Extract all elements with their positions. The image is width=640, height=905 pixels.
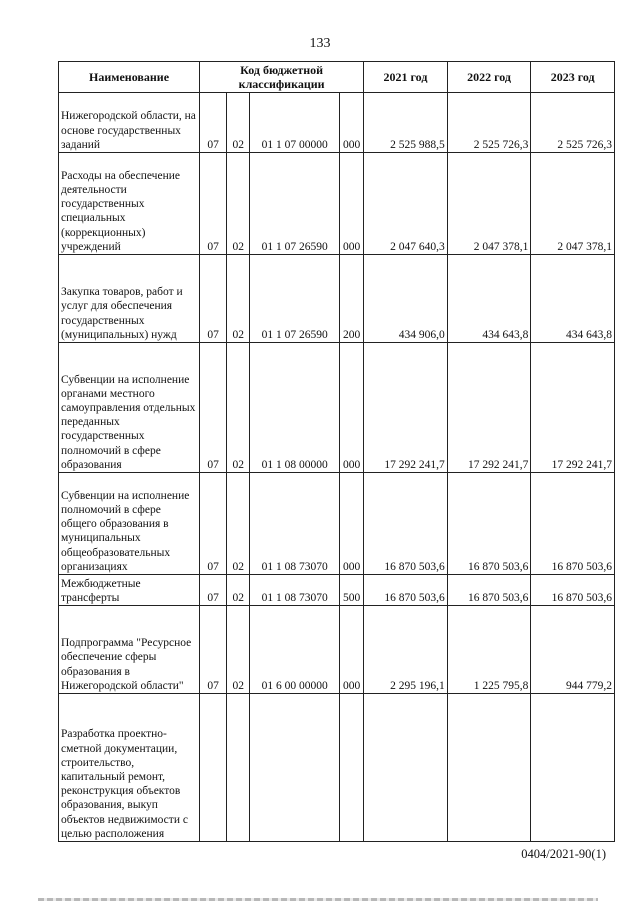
row-value-2021 <box>364 694 448 842</box>
row-value-2023: 16 870 503,6 <box>531 575 615 606</box>
header-2023: 2023 год <box>531 62 615 93</box>
row-value-2022: 2 525 726,3 <box>447 93 531 153</box>
row-expense-type: 000 <box>340 473 364 575</box>
row-value-2023: 16 870 503,6 <box>531 473 615 575</box>
row-subsection: 02 <box>227 606 250 694</box>
row-value-2021: 2 295 196,1 <box>364 606 448 694</box>
row-section: 07 <box>200 255 227 343</box>
row-value-2023: 944 779,2 <box>531 606 615 694</box>
row-expense-type: 000 <box>340 153 364 255</box>
row-expense-type: 000 <box>340 93 364 153</box>
page-number: 133 <box>309 36 331 51</box>
row-expense-type: 000 <box>340 343 364 473</box>
row-name: Разработка проектно-сметной документации, строительство, капитальный ремонт, реконструкция объектов образования, выкуп объектов недвижимости с целью расположения <box>59 694 200 842</box>
table-row <box>59 606 615 694</box>
row-value-2023 <box>531 694 615 842</box>
row-target-article: 01 1 07 26590 <box>250 255 340 343</box>
row-section: 07 <box>200 343 227 473</box>
table-row <box>59 153 615 255</box>
scan-artifact-line <box>38 898 598 901</box>
row-subsection: 02 <box>227 153 250 255</box>
table-row <box>59 575 615 606</box>
header-name: Наименование <box>59 62 200 93</box>
row-value-2022: 17 292 241,7 <box>447 343 531 473</box>
row-subsection: 02 <box>227 255 250 343</box>
header-2022: 2022 год <box>447 62 531 93</box>
row-name: Субвенции на исполнение полномочий в сфере общего образования в муниципальных общеобразовательных организациях <box>59 473 200 575</box>
row-section: 07 <box>200 473 227 575</box>
row-section: 07 <box>200 606 227 694</box>
row-value-2022: 16 870 503,6 <box>447 575 531 606</box>
budget-table <box>58 61 615 842</box>
row-expense-type: 000 <box>340 606 364 694</box>
header-2021: 2021 год <box>364 62 448 93</box>
row-value-2022: 1 225 795,8 <box>447 606 531 694</box>
row-name: Межбюджетные трансферты <box>59 575 200 606</box>
table-row <box>59 255 615 343</box>
row-target-article: 01 1 08 00000 <box>250 343 340 473</box>
row-subsection: 02 <box>227 575 250 606</box>
row-target-article: 01 6 00 00000 <box>250 606 340 694</box>
row-value-2022: 434 643,8 <box>447 255 531 343</box>
row-expense-type: 500 <box>340 575 364 606</box>
row-target-article: 01 1 07 26590 <box>250 153 340 255</box>
table-row <box>59 694 615 842</box>
row-name: Подпрограмма "Ресурсное обеспечение сферы образования в Нижегородской области" <box>59 606 200 694</box>
row-target-article: 01 1 08 73070 <box>250 575 340 606</box>
row-value-2021: 2 047 640,3 <box>364 153 448 255</box>
row-name: Закупка товаров, работ и услуг для обеспечения государственных (муниципальных) нужд <box>59 255 200 343</box>
row-value-2022 <box>447 694 531 842</box>
row-value-2023: 17 292 241,7 <box>531 343 615 473</box>
row-subsection <box>227 694 250 842</box>
row-value-2022: 2 047 378,1 <box>447 153 531 255</box>
row-value-2021: 16 870 503,6 <box>364 473 448 575</box>
row-target-article <box>250 694 340 842</box>
row-name: Субвенции на исполнение органами местного самоуправления отдельных переданных государственных полномочий в сфере образования <box>59 343 200 473</box>
table-row <box>59 473 615 575</box>
row-value-2021: 16 870 503,6 <box>364 575 448 606</box>
table-row <box>59 343 615 473</box>
row-subsection: 02 <box>227 473 250 575</box>
row-value-2021: 17 292 241,7 <box>364 343 448 473</box>
row-name: Нижегородской области, на основе государственных заданий <box>59 93 200 153</box>
table-header-row <box>59 62 615 93</box>
row-value-2021: 2 525 988,5 <box>364 93 448 153</box>
row-expense-type: 200 <box>340 255 364 343</box>
row-value-2022: 16 870 503,6 <box>447 473 531 575</box>
row-subsection: 02 <box>227 343 250 473</box>
header-budget-code: Код бюджетной классификации <box>200 62 364 93</box>
row-name: Расходы на обеспечение деятельности государственных специальных (коррекционных) учреждений <box>59 153 200 255</box>
row-section <box>200 694 227 842</box>
row-value-2023: 2 047 378,1 <box>531 153 615 255</box>
row-value-2023: 2 525 726,3 <box>531 93 615 153</box>
row-section: 07 <box>200 93 227 153</box>
row-target-article: 01 1 07 00000 <box>250 93 340 153</box>
row-section: 07 <box>200 153 227 255</box>
row-section: 07 <box>200 575 227 606</box>
row-subsection: 02 <box>227 93 250 153</box>
row-expense-type <box>340 694 364 842</box>
row-target-article: 01 1 08 73070 <box>250 473 340 575</box>
document-code: 0404/2021-90(1) <box>521 847 606 861</box>
row-value-2021: 434 906,0 <box>364 255 448 343</box>
row-value-2023: 434 643,8 <box>531 255 615 343</box>
table-row <box>59 93 615 153</box>
